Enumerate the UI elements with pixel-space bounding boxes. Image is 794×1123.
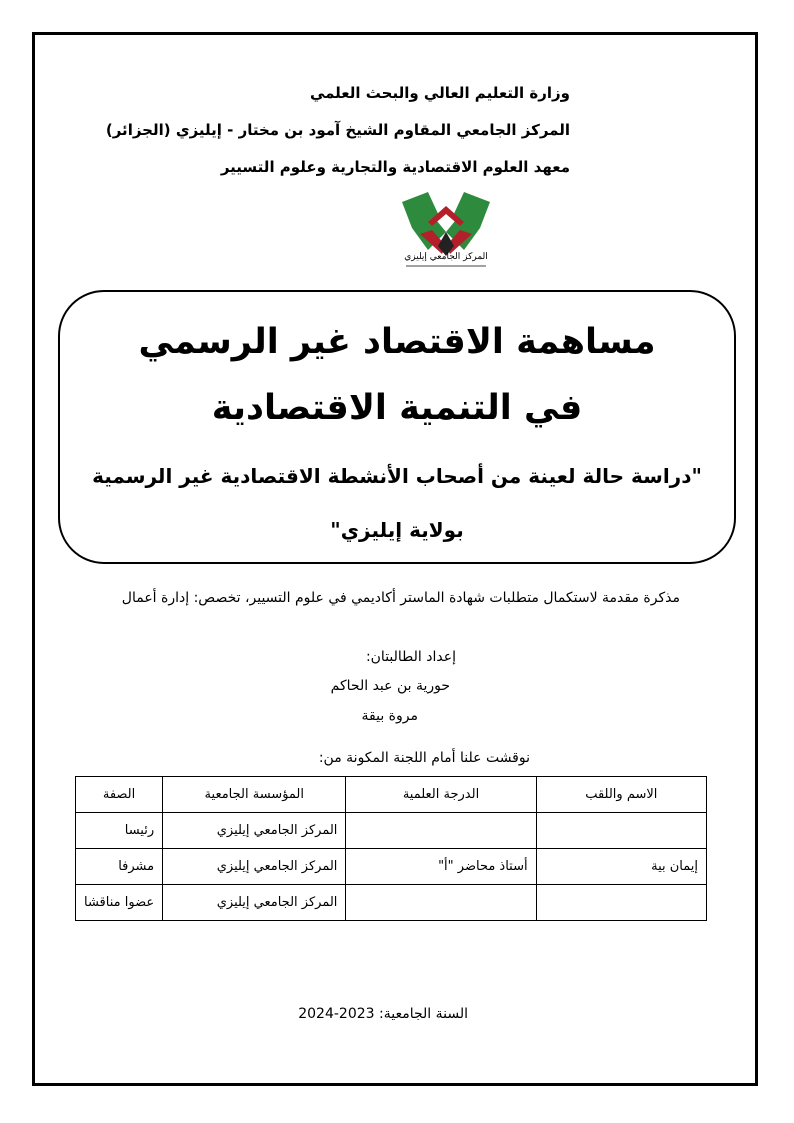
author-name: مروة بيقة	[361, 708, 418, 724]
committee-intro: نوقشت علنا أمام اللجنة المكونة من:	[318, 750, 530, 766]
logo-caption: المركز الجامعي إيليزي	[404, 252, 488, 262]
table-cell: رئيسا	[76, 813, 163, 849]
committee-table	[75, 776, 707, 921]
academic-year: السنة الجامعية: 2023-2024	[298, 1006, 468, 1022]
university-logo	[398, 188, 494, 280]
column-header: المؤسسة الجامعية	[163, 777, 346, 813]
table-cell	[536, 813, 706, 849]
table-cell	[536, 885, 706, 921]
authors-label: إعداد الطالبتان:	[365, 649, 456, 665]
column-header: الاسم واللقب	[536, 777, 706, 813]
table-row	[76, 813, 707, 849]
table-cell: مشرفا	[76, 849, 163, 885]
university-name: المركز الجامعي المقاوم الشيخ آمود بن مختار - إيليزي (الجزائر)	[105, 121, 570, 139]
table-row	[76, 849, 707, 885]
table-cell: عضوا مناقشا	[76, 885, 163, 921]
table-cell: المركز الجامعي إيليزي	[163, 849, 346, 885]
table-cell: المركز الجامعي إيليزي	[163, 813, 346, 849]
column-header: الدرجة العلمية	[346, 777, 536, 813]
table-cell: إيمان بية	[536, 849, 706, 885]
author-name: حورية بن عبد الحاكم	[330, 678, 450, 694]
table-cell	[346, 885, 536, 921]
title-line-1: مساهمة الاقتصاد غير الرسمي	[138, 322, 656, 362]
table-cell: المركز الجامعي إيليزي	[163, 885, 346, 921]
table-header-row	[76, 777, 707, 813]
title-line-4: بولاية إيليزي"	[330, 518, 464, 542]
title-line-3: "دراسة حالة لعينة من أصحاب الأنشطة الاقتصادية غير الرسمية	[92, 464, 702, 488]
institute-name: معهد العلوم الاقتصادية والتجارية وعلوم التسيير	[220, 158, 570, 176]
ministry-name: وزارة التعليم العالي والبحث العلمي	[309, 84, 570, 102]
table-cell: أستاذ محاضر "أ"	[346, 849, 536, 885]
table-row	[76, 885, 707, 921]
thesis-note: مذكرة مقدمة لاستكمال متطلبات شهادة الماستر أكاديمي في علوم التسيير، تخصص: إدارة أعمال	[121, 590, 680, 606]
title-box	[58, 290, 736, 564]
table-cell	[346, 813, 536, 849]
column-header: الصفة	[76, 777, 163, 813]
title-line-2: في التنمية الاقتصادية	[211, 388, 583, 428]
